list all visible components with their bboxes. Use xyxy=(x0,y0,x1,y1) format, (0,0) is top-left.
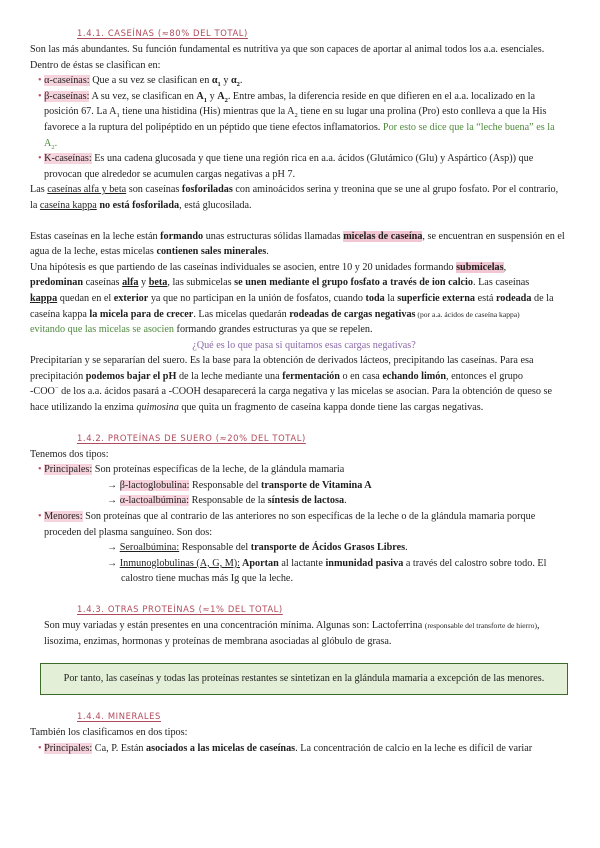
text: contienen sales minerales xyxy=(156,246,267,258)
paragraph xyxy=(30,120,578,136)
paragraph xyxy=(30,198,578,214)
text: alfa xyxy=(122,277,139,289)
paragraph xyxy=(30,42,578,58)
list-item-alpha-caseinas xyxy=(30,73,578,89)
term: Seroalbúmina: xyxy=(119,542,180,554)
summary-box: Por tanto, las caseínas y todas las proteínas restantes se sintetizan en la glándula mamaria a excepción de las menores. xyxy=(40,663,568,695)
sub-item-alpha-lactoalbumina xyxy=(30,493,578,509)
paragraph xyxy=(30,353,578,369)
text: fosforiladas xyxy=(181,184,233,196)
paragraph: lisozima, enzimas, hormonas y proteínas de membrana asociadas al glóbulo de grasa. xyxy=(44,635,392,647)
text: de la xyxy=(531,292,554,304)
text: se unen mediante el grupo fosfato a través de ion calcio xyxy=(234,277,473,289)
text: tiene una histidina (His) mientras que la A xyxy=(119,106,295,118)
text: kappa xyxy=(30,292,58,304)
text: Son muy variadas y están presentes en una concentración mínima. Algunas son: Lactoferrina xyxy=(44,620,425,631)
bullet-icon: • xyxy=(38,90,42,102)
text: , las submicelas xyxy=(167,277,235,289)
text: fermentación xyxy=(282,370,340,382)
section-title-minerales: 1.4.4. MINERALES xyxy=(77,711,161,722)
term: β-lactoglobulina: xyxy=(119,479,190,491)
text: quimosina xyxy=(136,402,179,414)
term-menores: Menores: xyxy=(44,511,83,523)
bullet-icon: • xyxy=(38,464,42,476)
text: predominan xyxy=(30,277,84,289)
text: α xyxy=(211,75,218,87)
text: y xyxy=(220,75,231,87)
text: Son las más abundantes. Su función fundamental es nutritiva ya que son capaces de aportar al animal todos los a.a. esenciales. xyxy=(30,44,545,55)
subscript: 2 xyxy=(294,112,298,120)
paragraph xyxy=(30,167,578,183)
text: transporte de Vitamina A xyxy=(261,479,372,491)
text: . La concentración de calcio en la leche es difícil de variar xyxy=(295,742,533,754)
text: posición 67. La A xyxy=(44,106,117,118)
list-item-beta-caseinas xyxy=(30,89,578,105)
text: la xyxy=(384,292,398,304)
text: . Las caseínas xyxy=(472,277,530,289)
paragraph xyxy=(30,618,578,634)
text: Que a su vez se clasifican en xyxy=(89,75,212,87)
spacer xyxy=(30,416,578,431)
text: (por a.a. ácidos de caseína kappa) xyxy=(415,309,520,319)
section-title-caseinas: 1.4.1. CASEÍNAS (≈80% DEL TOTAL) xyxy=(77,28,248,38)
green-note: A xyxy=(44,137,52,149)
superscript: − xyxy=(54,385,59,393)
text: y xyxy=(207,90,218,102)
spacer xyxy=(30,214,578,229)
text: ya que no participan en la unión de fosfatos, cuando xyxy=(148,292,366,304)
text: a través del calostro sobre todo. El xyxy=(403,557,547,569)
text: favorece a la ruptura del polipéptido en un péptido que tiene efectos inflamatorios. xyxy=(44,121,383,133)
term-alpha-caseinas: α-caseínas: xyxy=(44,75,90,87)
text: de la leche mediante una xyxy=(176,370,283,382)
text: , xyxy=(536,620,540,631)
arrow-icon: → xyxy=(107,495,118,507)
text: o en casa xyxy=(339,370,383,382)
text: y xyxy=(138,277,149,289)
paragraph xyxy=(30,307,578,323)
paragraph xyxy=(30,275,578,291)
sub-item-inmunoglobulinas xyxy=(30,556,578,572)
text: . Entre ambas, la diferencia reside en que difieren en el a.a. localizado en la xyxy=(227,90,535,102)
green-note: . xyxy=(54,137,58,149)
text: caseínas alfa y beta xyxy=(47,184,127,196)
paragraph xyxy=(30,182,578,198)
text: , entonces el grupo xyxy=(446,370,523,382)
term-principales: Principales: xyxy=(44,464,93,476)
sub-item-seroalbumina xyxy=(30,540,578,556)
text: , está glucosilada. xyxy=(179,199,252,211)
green-note: Por esto se dice que la “leche buena” es la xyxy=(382,121,555,133)
text: Las xyxy=(30,184,48,196)
term-kappa-caseinas: K-caseínas: xyxy=(44,153,92,165)
text: son caseínas xyxy=(126,184,182,196)
paragraph: Tenemos dos tipos: xyxy=(30,448,109,460)
text: Es una cadena glucosada y que tiene una región rica en a.a. ácidos (Glutámico (Glu) y Aspártico (Asp)) que xyxy=(91,153,534,165)
paragraph xyxy=(30,58,578,74)
paragraph xyxy=(30,136,578,152)
text: precipitación xyxy=(30,370,86,382)
text: Precipitarían y se separarían del suero. Es la base para la obtención de derivados lácteos, precipitando las caseínas. Para esa xyxy=(30,355,534,367)
subscript: 1 xyxy=(116,112,120,120)
term: Inmunoglobulinas (A, G, M): xyxy=(119,557,240,569)
term-principales: Principales: xyxy=(44,742,93,754)
question: ¿Qué es lo que pasa si quitamos esas cargas negativas? xyxy=(192,339,416,351)
text: proceden del plasma sanguíneo. Son dos: xyxy=(44,526,213,538)
text: -COO xyxy=(30,386,55,398)
text: . Las micelas quedarán xyxy=(193,308,290,320)
paragraph xyxy=(30,244,578,260)
text: A xyxy=(196,90,204,102)
text: Dentro de éstas se clasifican en: xyxy=(30,59,161,71)
subscript: 2 xyxy=(51,143,55,151)
text: está xyxy=(475,292,496,304)
text: . xyxy=(239,75,243,87)
paragraph xyxy=(30,384,578,400)
text: , xyxy=(503,261,507,273)
text: Son proteínas específicas de la leche, de la glándula mamaria xyxy=(92,464,345,476)
bullet-icon: • xyxy=(38,511,42,523)
paragraph xyxy=(30,104,578,120)
paragraph xyxy=(30,369,578,385)
paragraph xyxy=(30,260,578,276)
text: Son proteínas que al contrario de las anteriores no son específicas de la leche o de la glándula mamaria porque xyxy=(82,511,536,523)
bullet-icon: • xyxy=(38,153,42,165)
list-item-menores xyxy=(30,509,578,525)
term-beta-caseinas: β-caseínas: xyxy=(44,90,90,102)
text: formando xyxy=(160,230,204,242)
text: Responsable de la xyxy=(189,495,268,507)
text: α xyxy=(230,75,237,87)
text: A su vez, se clasifican en xyxy=(89,90,197,102)
list-item-principales-minerales xyxy=(30,741,578,757)
text: caseínas xyxy=(83,277,123,289)
subscript: 1 xyxy=(217,81,221,89)
paragraph: calostro tiene muchas más Ig que la leche. xyxy=(121,573,293,585)
term-submicelas: submicelas xyxy=(456,261,504,273)
list-item-kappa-caseinas xyxy=(30,151,578,167)
section-title-proteinas-suero: 1.4.2. PROTEÍNAS DE SUERO (≈20% DEL TOTAL) xyxy=(77,432,306,443)
text: . xyxy=(266,246,269,258)
text: al lactante xyxy=(278,557,326,569)
text: superficie externa xyxy=(397,292,476,304)
text: la micela para de crecer xyxy=(89,308,194,320)
text: síntesis de lactosa xyxy=(267,495,345,507)
subscript: 1 xyxy=(203,96,208,104)
text: echando limón xyxy=(382,370,447,382)
subscript: 2 xyxy=(236,81,240,89)
text: Responsable del xyxy=(179,542,251,554)
arrow-icon: → xyxy=(107,542,118,554)
text: con aminoácidos serina y treonina que se une al grupo fosfato. Por el contrario, xyxy=(232,184,559,196)
text: A xyxy=(217,90,225,102)
text: . xyxy=(344,495,347,507)
term: α-lactoalbúmina: xyxy=(119,495,190,507)
text: transporte de Ácidos Grasos Libres xyxy=(250,542,406,554)
paragraph xyxy=(30,400,578,416)
text: rodeada xyxy=(495,292,532,304)
paragraph xyxy=(30,229,578,245)
text: Estas caseínas en la leche están xyxy=(30,230,161,242)
paragraph xyxy=(30,322,578,338)
text: (responsable del transforte de hierro) xyxy=(424,621,537,630)
text: quedan en el xyxy=(57,292,114,304)
text: inmunidad pasiva xyxy=(325,557,404,569)
text: que quita un fragmento de caseína kappa donde tiene las cargas negativas. xyxy=(178,402,484,414)
text: beta xyxy=(148,277,168,289)
arrow-icon: → xyxy=(107,479,118,491)
text: podemos bajar el pH xyxy=(85,370,177,382)
text: caseína kappa xyxy=(30,308,90,320)
text: provocan que alrededor se acumulen cargas negativas a pH 7. xyxy=(44,168,296,180)
text: toda xyxy=(365,292,385,304)
text: tiene en su lugar una prolina (Pro) esto conlleva a que la His xyxy=(297,106,547,118)
bullet-icon: • xyxy=(38,75,42,87)
text: asociados a las micelas de caseínas xyxy=(146,742,296,754)
text: caseína kappa xyxy=(39,199,97,211)
text: Ca, P. Están xyxy=(92,742,147,754)
text: exterior xyxy=(113,292,149,304)
text: de los a.a. ácidos pasará a -COOH desaparecerá la carga negativa y las micelas se asocian. Para la obtención de queso se xyxy=(58,386,552,398)
text: rodeadas de cargas negativas xyxy=(289,308,416,320)
text: unas estructuras sólidas llamadas xyxy=(203,230,344,242)
bullet-icon: • xyxy=(38,742,42,754)
text: la xyxy=(30,199,40,211)
paragraph: También los clasificamos en dos tipos: xyxy=(30,727,188,739)
text: . xyxy=(405,542,408,554)
subscript: 2 xyxy=(224,96,228,104)
green-note: evitando que las micelas se asocien xyxy=(30,324,174,336)
text: Una hipótesis es que partiendo de las caseínas individuales se asocien, entre 10 y 20 unidades formando xyxy=(30,261,457,273)
text: agua de la leche, estas micelas xyxy=(30,246,157,258)
paragraph xyxy=(30,525,578,541)
text: Aportan xyxy=(240,557,279,569)
text: formando grandes estructuras ya que se repelen. xyxy=(174,324,373,336)
section-title-otras-proteinas: 1.4.3. OTRAS PROTEÍNAS (≈1% DEL TOTAL) xyxy=(77,604,283,614)
list-item-principales xyxy=(30,462,578,478)
term-micelas: micelas de caseína xyxy=(343,230,423,242)
arrow-icon: → xyxy=(107,557,118,569)
paragraph xyxy=(30,291,578,307)
text: , se encuentran en suspensión en el xyxy=(422,230,565,242)
sub-item-beta-lactoglobulina xyxy=(30,478,578,494)
text: Responsable del xyxy=(189,479,262,491)
text: no está fosforilada xyxy=(96,199,180,211)
text: hace utilizando la enzima xyxy=(30,402,137,414)
spacer xyxy=(30,587,578,602)
